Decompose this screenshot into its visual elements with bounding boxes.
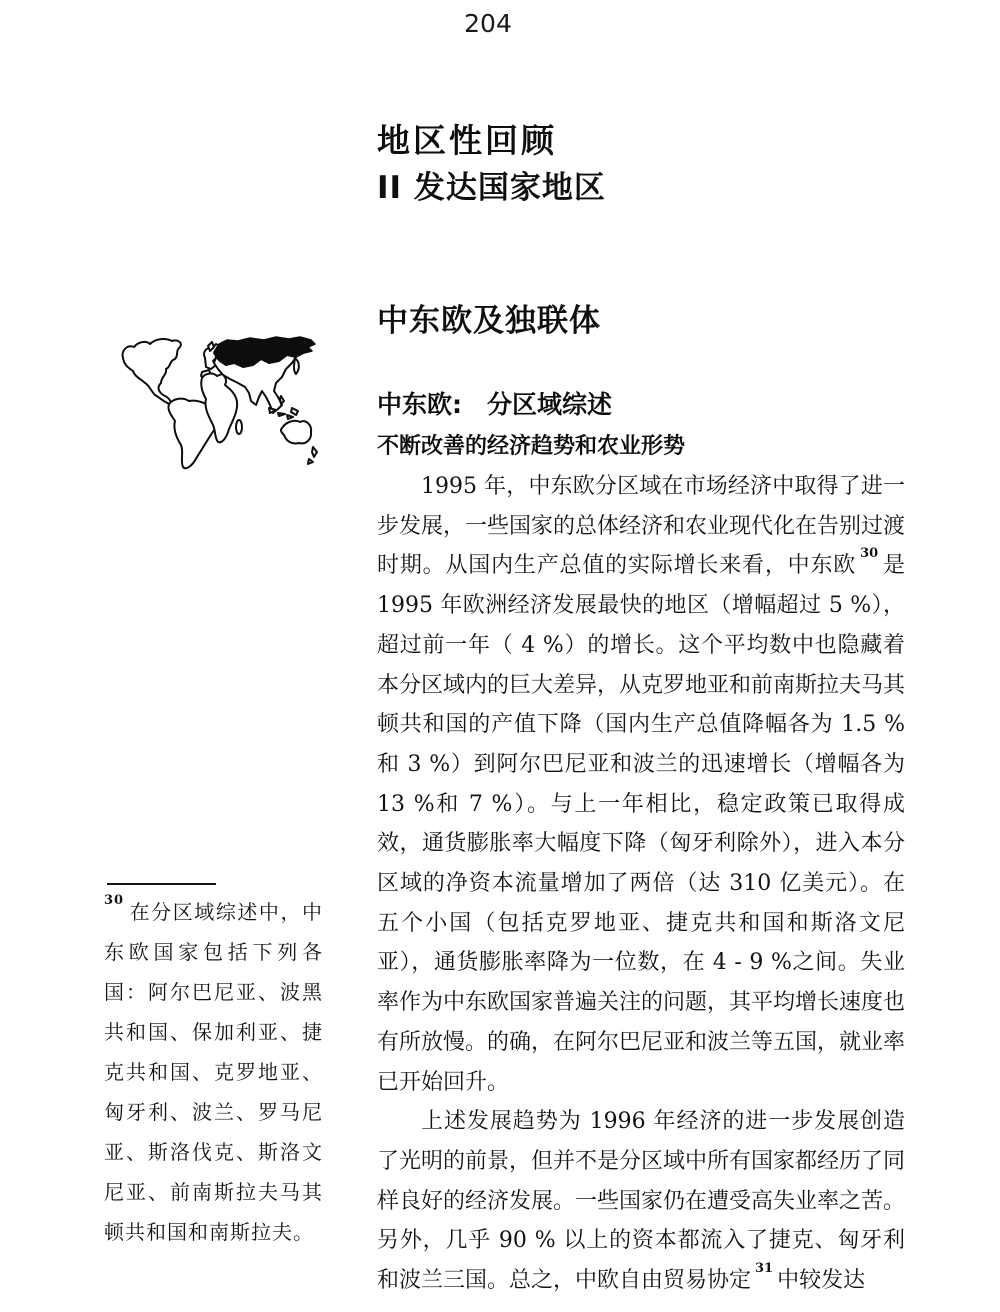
body-text: [377, 467, 905, 1301]
footnote-30: [104, 892, 323, 1252]
paragraph-2-text-b: 中较发达: [777, 1268, 866, 1294]
section-subtitle: 中东欧: 分区域综述: [377, 390, 612, 419]
footnote-marker-30: 30: [860, 545, 879, 561]
report-title-line-2: II 发达国家地区: [377, 170, 606, 206]
footnote-divider: [107, 883, 216, 885]
body-paragraph-1: [377, 467, 905, 1102]
paragraph-2-text-a: 上述发展趋势为 1996 年经济的进一步发展创造了光明的前景，但并不是分区域中所有国家都经历了同样良好的经济发展。一些国家仍在遭受高失业率之苦。另外，几乎 90 % 以上的资本都流入了捷克、匈牙利和波兰三国。总之，中欧自由贸易协定: [377, 1109, 906, 1294]
paragraph-1-text-a: 1995 年，中东欧分区域在市场经济中取得了进一步发展，一些国家的总体经济和农业现代化在告别过渡时期。从国内生产总值的实际增长来看，中东欧: [377, 474, 906, 579]
footnote-text: 在分区域综述中，中东欧国家包括下列各国：阿尔巴尼亚、波黑共和国、保加利亚、捷克共和国、克罗地亚、匈牙利、波兰、罗马尼亚、斯洛伐克、斯洛文尼亚、前南斯拉夫马其顿共和国和南斯拉夫。: [104, 900, 323, 1244]
body-paragraph-2: [377, 1102, 905, 1301]
footnote-number: 30: [104, 893, 125, 909]
footnote-marker-31: 31: [755, 1260, 774, 1276]
paragraph-1-text-b: 是 1995 年欧洲经济发展最快的地区（增幅超过 5 %），超过前一年（ 4 %）的增长。这个平均数中也隐藏着本分区域内的巨大差异，从克罗地亚和前南斯拉夫马其顿共和国的产值下降（国内生产总值降幅各为 1.5 %和 3 %）到阿尔巴尼亚和波兰的迅速增长（增幅各为 13 %和 7 %）。与上一年相比，稳定政策已取得成效，通货膨胀率大幅度下降（匈牙利除外），进入本分区域的净资本流量增加了两倍（达 310 亿美元）。在五个小国（包括克罗地亚、捷克共和国和斯洛文尼亚），通货膨胀率降为一位数，在 4 - 9 %之间。失业率作为中东欧国家普遍关注的问题，其平均增长速度也有所放慢。的确，在阿尔巴尼亚和波兰等五国，就业率已开始回升。: [377, 553, 906, 1095]
section-subheading: 不断改善的经济趋势和农业形势: [377, 434, 686, 459]
report-title: [377, 121, 606, 208]
page-number: 204: [464, 9, 512, 38]
report-title-line-1: 地区性回顾: [377, 121, 557, 160]
section-title: 中东欧及独联体: [377, 303, 601, 339]
world-map-icon: [116, 334, 320, 474]
